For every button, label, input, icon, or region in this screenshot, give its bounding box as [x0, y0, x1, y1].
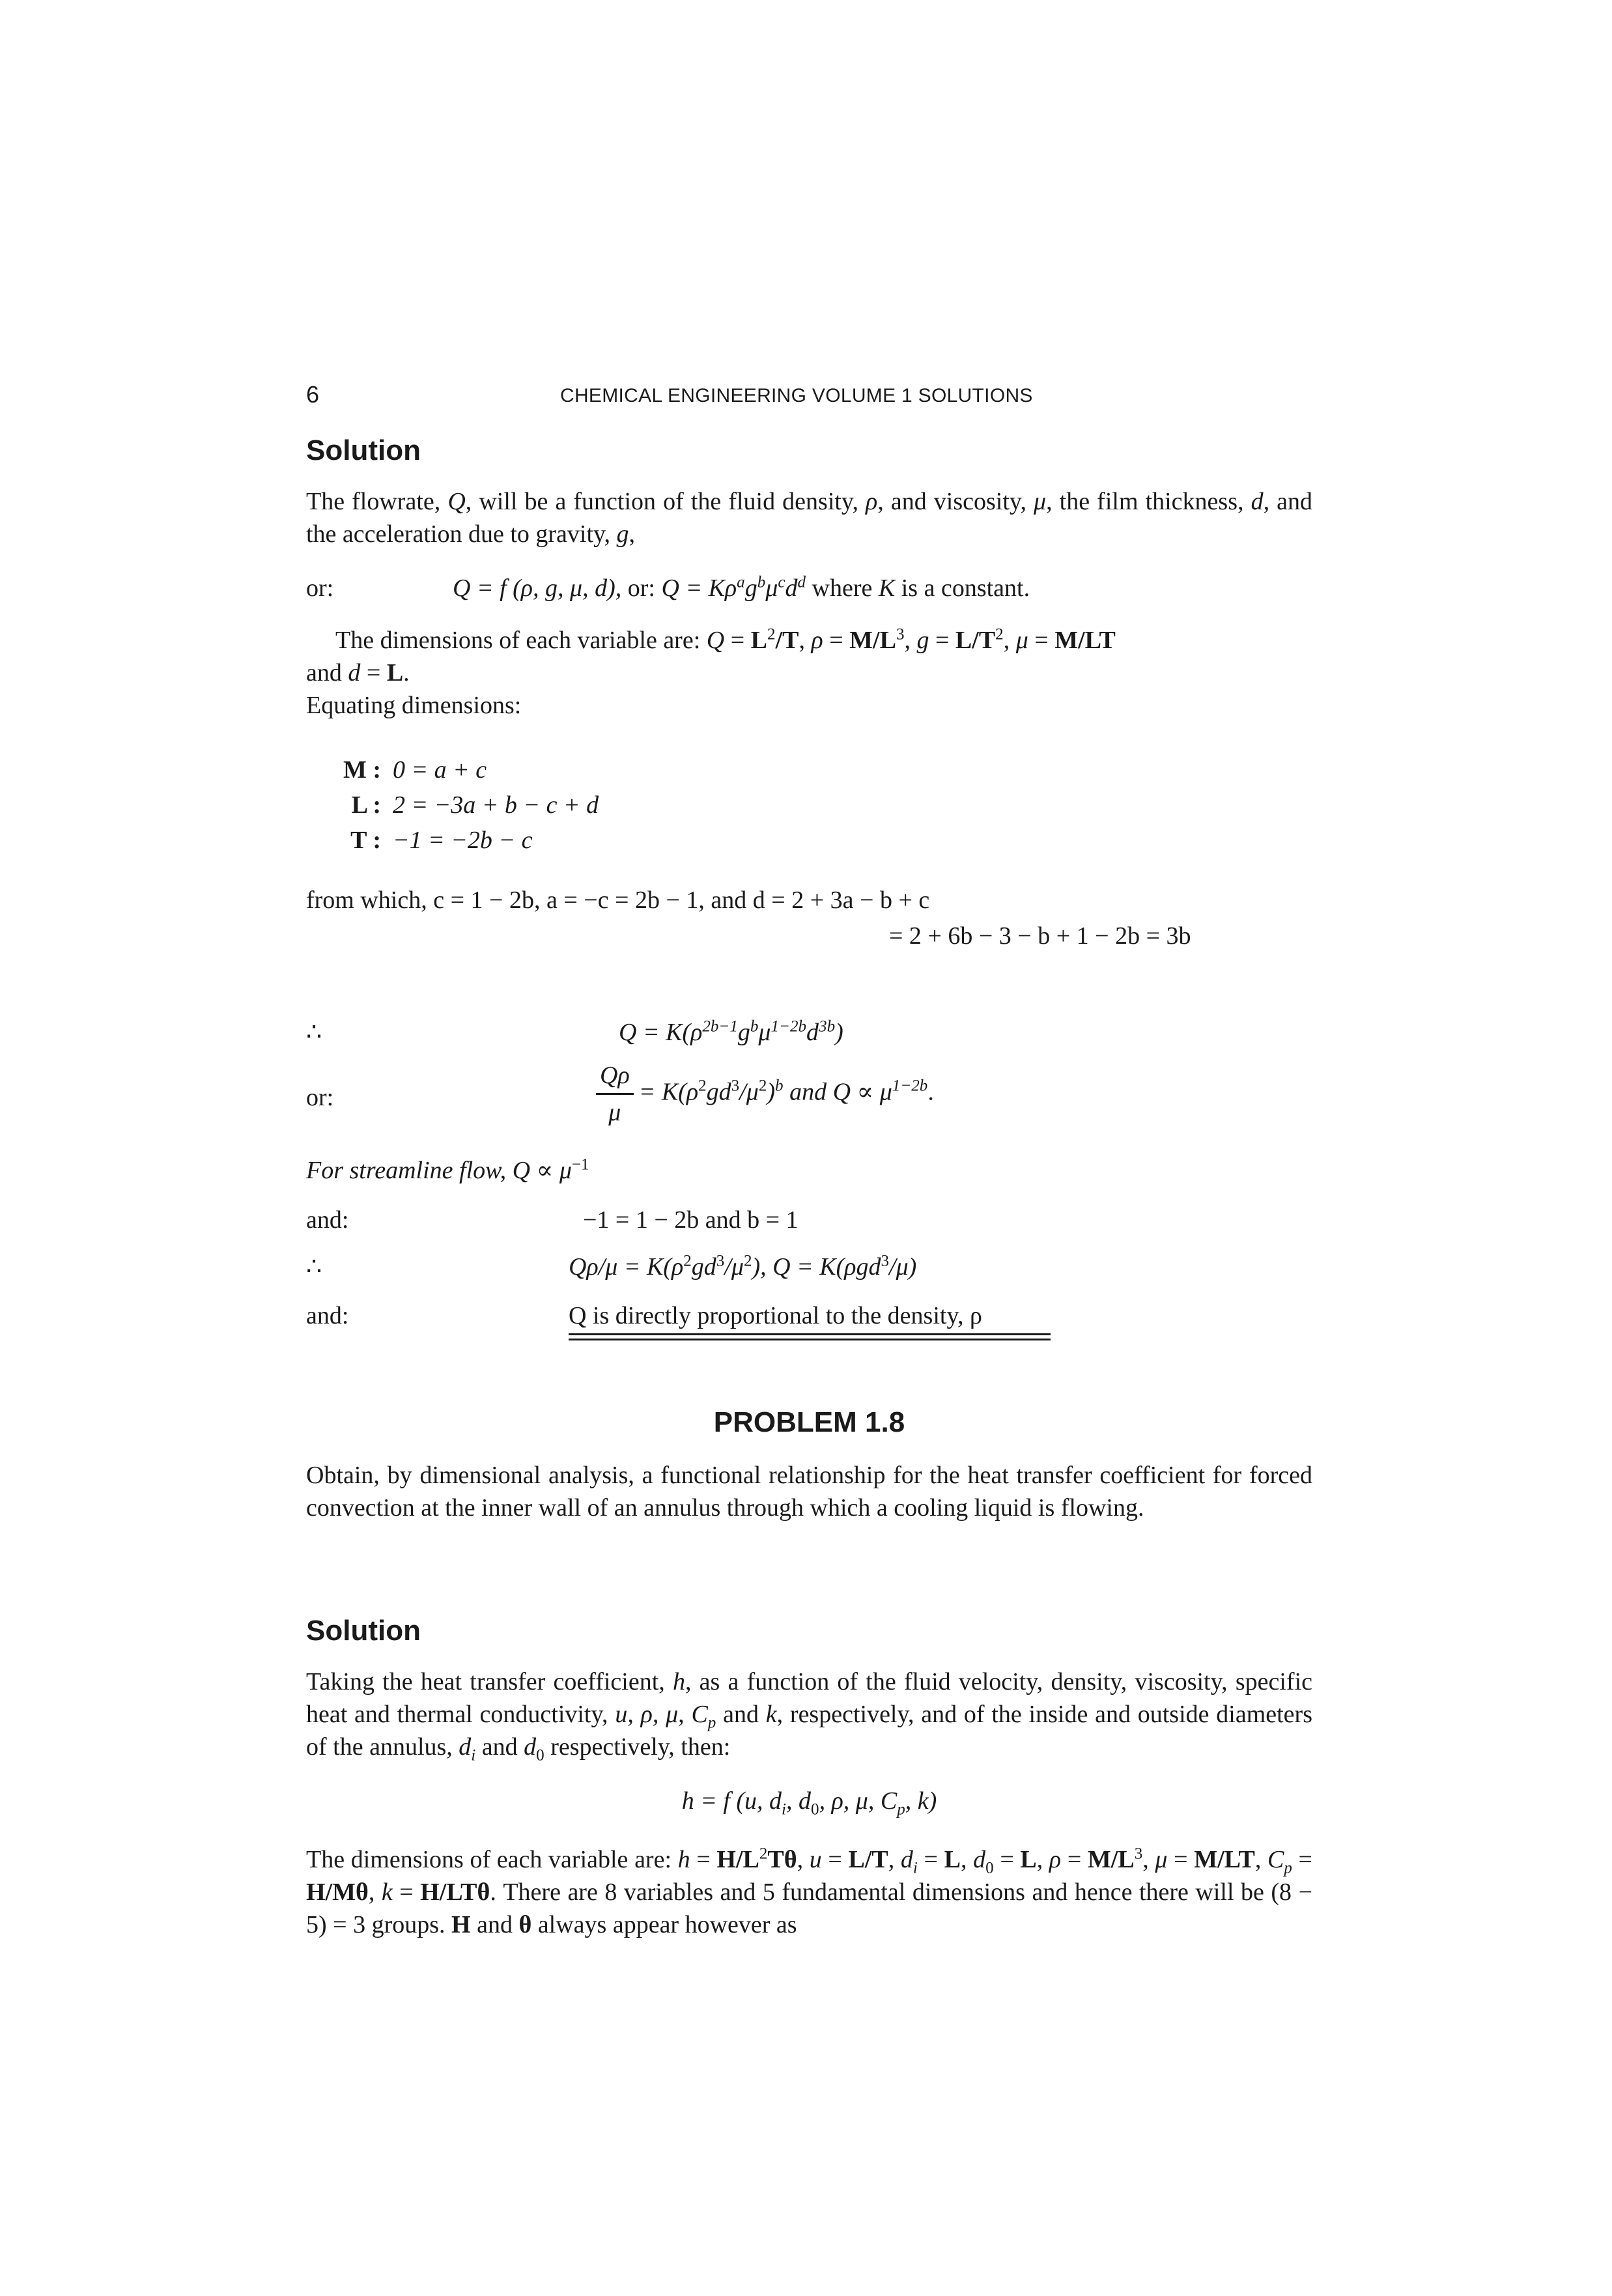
problem-title: PROBLEM 1.8 — [713, 1406, 905, 1438]
solution-2-intro: Taking the heat transfer coefficient, h, as a function of the fluid velocity, density, viscosity, specific heat and thermal conductivity, u, ρ, μ, $C_p$ and k, respectively, and of the inside and outside diameters of the annulus, $d_i$ and $d_0$ respectively, then: — [306, 1668, 1312, 1765]
solution-2-dimensions: The dimensions of each variable are: $h = H/L^2T\theta$, u = L/T, $d_i = L$, $d_0 = L$, $\rho = M/L^3$, μ = M/LT, $C_p = H/M\theta$, k = H/LTθ. There are 8 variables and 5 fundamental dimensions and hence there will be (8 − 5) = 3 groups. H and θ always appear however as — [306, 1845, 1312, 1939]
and-label-2: and: — [306, 1302, 349, 1329]
from-which-line2: = 2 + 6b − 3 − b + 1 − 2b = 3b — [889, 922, 1191, 950]
or-label: or: — [306, 574, 334, 602]
solution-heading-2: Solution — [306, 1615, 421, 1647]
equation-l: L : 2 = −3a + b − c + d — [351, 791, 599, 819]
dimensions-paragraph: The dimensions of each variable are: $Q = L^2/T$, $\rho = M/L^3$, $g = L/T^2$, μ = M/LT and d = L. Equating dimensions: — [306, 624, 1312, 722]
or-label-2: or: — [306, 1084, 334, 1111]
intro-paragraph: The flowrate, Q, will be a function of the fluid density, ρ, and viscosity, μ, the film thickness, d, and the acceleration due to gravity, g, — [306, 488, 1312, 548]
dimension-equations — [332, 752, 599, 858]
therefore-symbol: ∴ — [306, 1019, 322, 1046]
from-which-line1: from which, c = 1 − 2b, a = −c = 2b − 1, and d = 2 + 3a − b + c — [306, 886, 930, 914]
running-title: CHEMICAL ENGINEERING VOLUME 1 SOLUTIONS — [560, 385, 1033, 406]
final-q-equation: $Q\rho/\mu = K(\rho^2gd^3/\mu^2)$, Q = K(ρgd$^3$/μ) — [569, 1252, 917, 1281]
conclusion-statement: Q is directly proportional to the density, ρ — [569, 1302, 982, 1329]
therefore-symbol-2: ∴ — [306, 1253, 322, 1281]
conclusion-rule-top — [569, 1333, 1051, 1335]
dimensionless-group-equation: $\frac{Q\rho}{\mu}$ = $K(\rho^2gd^3/\mu^2)^b$ and $Q \propto \mu^{1-2b}$. — [596, 1059, 934, 1129]
q-power-equation: $Q = K(\rho^{2b-1}g^b\mu^{1-2b}d^{3b})$ — [619, 1017, 843, 1046]
equation-m: M : 0 = a + c — [343, 756, 487, 784]
conclusion-rule-bottom — [569, 1339, 1051, 1340]
streamline-flow-line: For streamline flow, $Q \propto \mu^{-1}$ — [306, 1155, 589, 1184]
heat-transfer-function: h = f (u, $d_i$, $d_0$, ρ, μ, $C_p$, k) — [681, 1787, 937, 1819]
and-label-1: and: — [306, 1206, 349, 1234]
equating-label: Equating dimensions: — [306, 692, 522, 720]
q-rho-over-mu-fraction: $\frac{Q\rho}{\mu}$ — [596, 1059, 634, 1129]
b-solution-equation: −1 = 1 − 2b and b = 1 — [583, 1206, 799, 1234]
problem-statement: Obtain, by dimensional analysis, a functional relationship for the heat transfer coefficient for forced convection at the inner wall of an annulus through which a cooling liquid is flowing. — [306, 1462, 1312, 1522]
page-number: 6 — [306, 381, 320, 408]
solution-heading: Solution — [306, 434, 421, 466]
function-equation: Q = f (ρ, g, μ, d), or: $Q = K\rho^ag^b\mu^cd^d$ where K is a constant. — [453, 573, 1030, 602]
equation-t: T : −1 = −2b − c — [350, 827, 533, 854]
